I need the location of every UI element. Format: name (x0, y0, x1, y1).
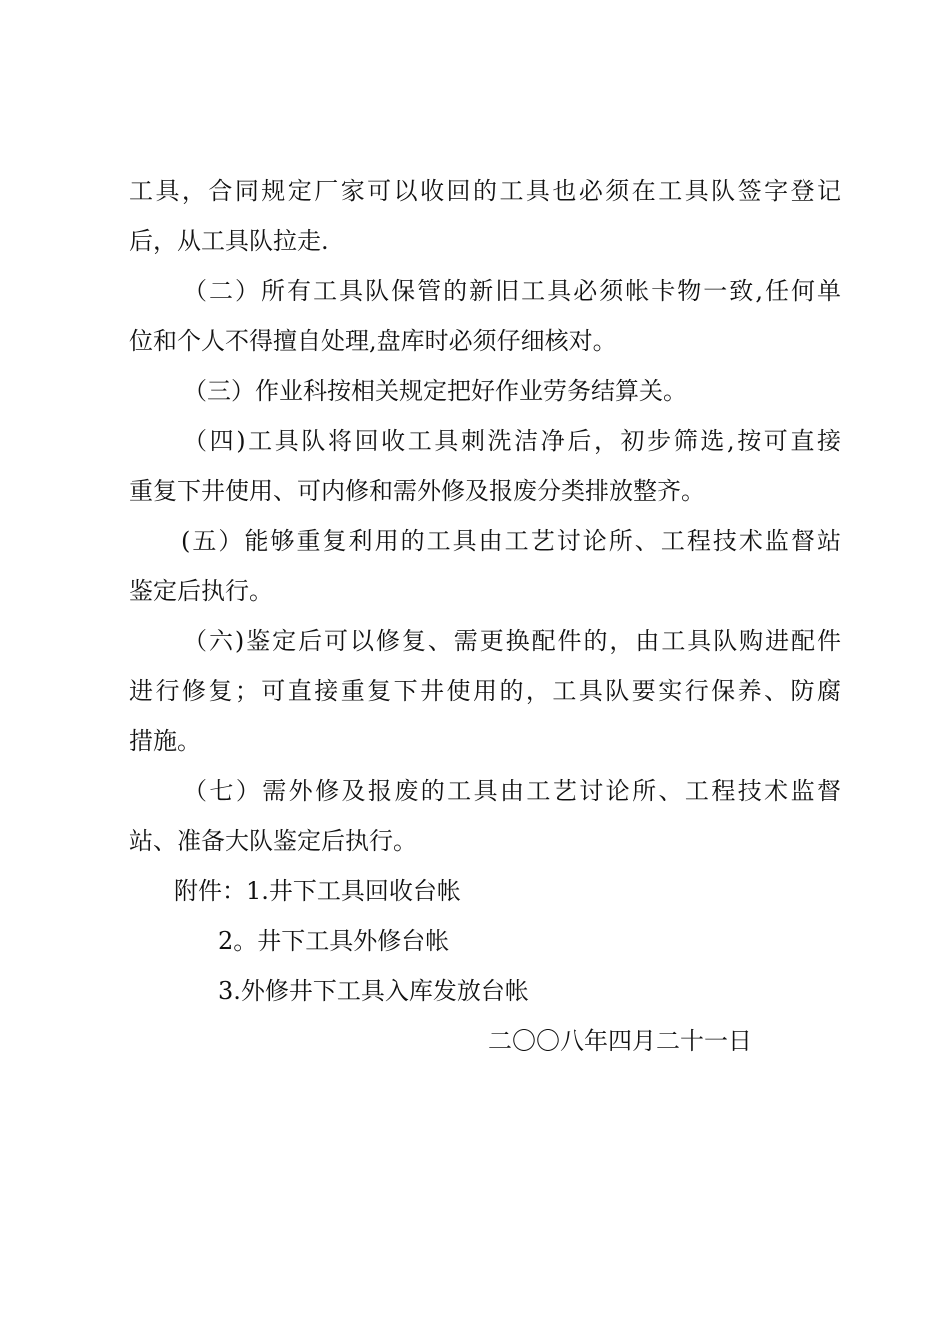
paragraph-line: 措施。 (129, 727, 201, 755)
attachment-line: 附件：1.井下工具回收台帐 (174, 877, 461, 905)
paragraph-line: (五）能够重复利用的工具由工艺讨论所、工程技术监督站 (181, 527, 841, 555)
paragraph-line: （二）所有工具队保管的新旧工具必须帐卡物一致,任何单 (183, 277, 841, 305)
document-date: 二〇〇八年四月二十一日 (488, 1027, 752, 1055)
paragraph-line: 重复下井使用、可内修和需外修及报废分类排放整齐。 (129, 477, 705, 505)
paragraph-line: 位和个人不得擅自处理,盘库时必须仔细核对。 (129, 327, 617, 355)
paragraph-line: 工具，合同规定厂家可以收回的工具也必须在工具队签字登记 (129, 177, 841, 205)
paragraph-line: 进行修复；可直接重复下井使用的，工具队要实行保养、防腐 (129, 677, 841, 705)
attachment-item: 3.外修井下工具入库发放台帐 (218, 977, 529, 1005)
paragraph-line: （七）需外修及报废的工具由工艺讨论所、工程技术监督 (183, 777, 841, 805)
paragraph-line: 鉴定后执行。 (129, 577, 273, 605)
paragraph-line: （三）作业科按相关规定把好作业劳务结算关。 (183, 377, 687, 405)
paragraph-line: （六)鉴定后可以修复、需更换配件的，由工具队购进配件 (183, 627, 841, 655)
paragraph-line: （四)工具队将回收工具刺洗洁净后，初步筛选,按可直接 (183, 427, 841, 455)
paragraph-line: 后，从工具队拉走. (129, 227, 329, 255)
paragraph-line: 站、准备大队鉴定后执行。 (129, 827, 417, 855)
attachment-item: 2。井下工具外修台帐 (218, 927, 450, 955)
